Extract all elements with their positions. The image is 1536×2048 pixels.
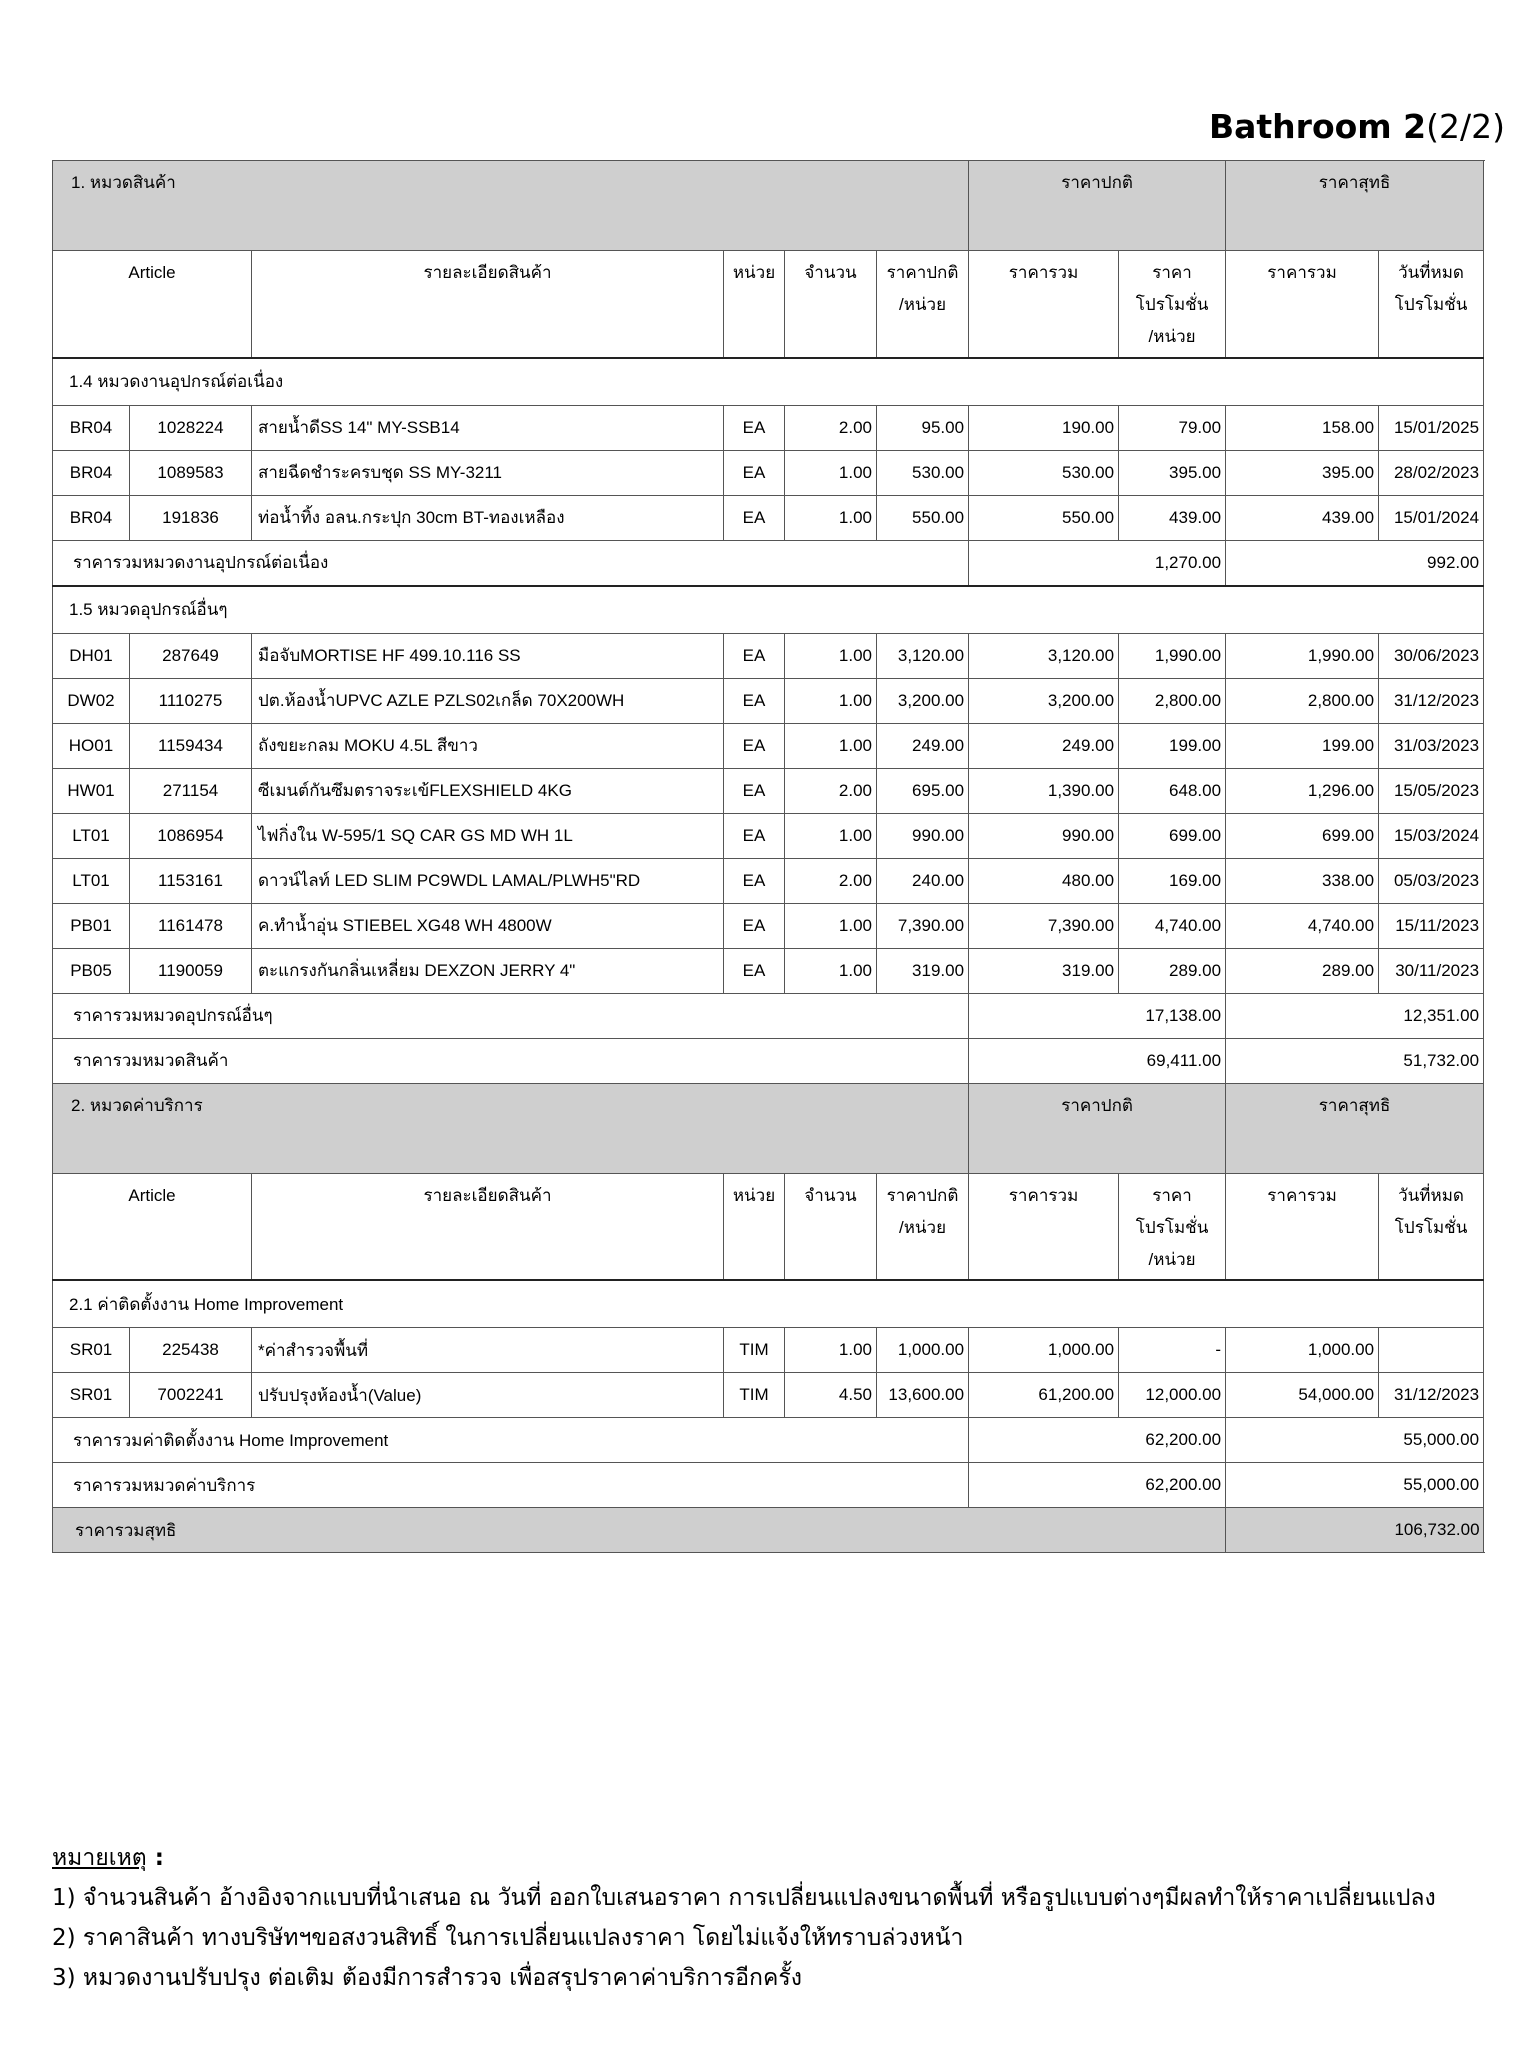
item-unit-price: 13,600.00 bbox=[877, 1373, 969, 1418]
item-description: ซีเมนต์กันซึมตราจระเข้FLEXSHIELD 4KG bbox=[252, 768, 724, 813]
item-total: 61,200.00 bbox=[969, 1373, 1119, 1418]
table-row bbox=[53, 633, 1484, 678]
header-promo-price: ราคา โปรโมชั่น /หน่วย bbox=[1119, 251, 1226, 358]
item-code: SR01 bbox=[53, 1373, 130, 1418]
item-qty: 1.00 bbox=[785, 813, 877, 858]
header-article: Article bbox=[53, 251, 252, 358]
item-code: PB05 bbox=[53, 948, 130, 993]
item-promo-total: 439.00 bbox=[1226, 495, 1379, 540]
item-unit-price: 95.00 bbox=[877, 405, 969, 450]
item-description: ถังขยะกลม MOKU 4.5L สีขาว bbox=[252, 723, 724, 768]
item-expiry: 05/03/2023 bbox=[1379, 858, 1484, 903]
item-expiry: 31/12/2023 bbox=[1379, 1373, 1484, 1418]
item-code: HW01 bbox=[53, 768, 130, 813]
category-total-row: ราคารวมหมวดค่าบริการ 62,200.00 55,000.00 bbox=[53, 1463, 1484, 1508]
item-promo-price: 648.00 bbox=[1119, 768, 1226, 813]
item-expiry bbox=[1379, 1328, 1484, 1373]
item-article: 1086954 bbox=[130, 813, 252, 858]
item-unit: EA bbox=[724, 633, 785, 678]
item-article: 225438 bbox=[130, 1328, 252, 1373]
table-row bbox=[53, 495, 1484, 540]
item-promo-price: 169.00 bbox=[1119, 858, 1226, 903]
item-expiry: 31/12/2023 bbox=[1379, 678, 1484, 723]
item-total: 319.00 bbox=[969, 948, 1119, 993]
item-article: 1190059 bbox=[130, 948, 252, 993]
note-line: 3) หมวดงานปรับปรุง ต่อเติม ต้องมีการสำรวจ เพื่อสรุปราคาค่าบริการอีกครั้ง bbox=[52, 1965, 802, 1991]
item-qty: 1.00 bbox=[785, 450, 877, 495]
item-code: HO01 bbox=[53, 723, 130, 768]
item-unit: EA bbox=[724, 858, 785, 903]
item-expiry: 28/02/2023 bbox=[1379, 450, 1484, 495]
item-article: 1159434 bbox=[130, 723, 252, 768]
item-unit-price: 695.00 bbox=[877, 768, 969, 813]
item-article: 191836 bbox=[130, 495, 252, 540]
item-description: ปรับปรุงห้องน้ำ(Value) bbox=[252, 1373, 724, 1418]
item-unit-price: 3,120.00 bbox=[877, 633, 969, 678]
item-total: 3,120.00 bbox=[969, 633, 1119, 678]
item-expiry: 15/01/2025 bbox=[1379, 405, 1484, 450]
category-title: 1. หมวดสินค้า bbox=[53, 161, 969, 251]
item-unit-price: 530.00 bbox=[877, 450, 969, 495]
section-header-row bbox=[53, 358, 1484, 406]
item-code: DW02 bbox=[53, 678, 130, 723]
table-row bbox=[53, 405, 1484, 450]
item-promo-total: 1,000.00 bbox=[1226, 1328, 1379, 1373]
item-article: 1153161 bbox=[130, 858, 252, 903]
quotation-table bbox=[52, 160, 1484, 1553]
table-row bbox=[53, 723, 1484, 768]
note-line: 1) จำนวนสินค้า อ้างอิงจากแบบที่นำเสนอ ณ วันที่ ออกใบเสนอราคา การเปลี่ยนแปลงขนาดพื้นที่ หรือรูปแบบต่างๆมีผลทำให้ราคาเปลี่ยนแปลง bbox=[52, 1885, 1436, 1911]
item-expiry: 15/11/2023 bbox=[1379, 903, 1484, 948]
item-total: 249.00 bbox=[969, 723, 1119, 768]
table-row bbox=[53, 948, 1484, 993]
section-subtotal-row: ราคารวมหมวดอุปกรณ์อื่นๆ 17,138.00 12,351.00 bbox=[53, 993, 1484, 1038]
item-qty: 1.00 bbox=[785, 723, 877, 768]
item-article: 1089583 bbox=[130, 450, 252, 495]
item-article: 1161478 bbox=[130, 903, 252, 948]
item-expiry: 30/11/2023 bbox=[1379, 948, 1484, 993]
section-title: 1.5 หมวดอุปกรณ์อื่นๆ bbox=[53, 586, 1484, 634]
item-code: SR01 bbox=[53, 1328, 130, 1373]
item-code: BR04 bbox=[53, 495, 130, 540]
item-expiry: 15/01/2024 bbox=[1379, 495, 1484, 540]
item-promo-total: 1,296.00 bbox=[1226, 768, 1379, 813]
item-unit: EA bbox=[724, 495, 785, 540]
section-header-row bbox=[53, 1280, 1484, 1328]
item-code: BR04 bbox=[53, 450, 130, 495]
item-unit: TIM bbox=[724, 1373, 785, 1418]
item-code: DH01 bbox=[53, 633, 130, 678]
table-row bbox=[53, 903, 1484, 948]
item-qty: 1.00 bbox=[785, 903, 877, 948]
item-expiry: 31/03/2023 bbox=[1379, 723, 1484, 768]
item-promo-price: 699.00 bbox=[1119, 813, 1226, 858]
item-qty: 2.00 bbox=[785, 405, 877, 450]
item-description: ดาวน์ไลท์ LED SLIM PC9WDL LAMAL/PLWH5"RD bbox=[252, 858, 724, 903]
item-description: ปต.ห้องน้ำUPVC AZLE PZLS02เกล็ด 70X200WH bbox=[252, 678, 724, 723]
item-unit-price: 3,200.00 bbox=[877, 678, 969, 723]
table-row bbox=[53, 678, 1484, 723]
item-qty: 1.00 bbox=[785, 633, 877, 678]
column-header-row bbox=[53, 251, 1484, 358]
category-band: 2. หมวดค่าบริการ ราคาปกติ ราคาสุทธิ bbox=[53, 1083, 1484, 1173]
note-line: 2) ราคาสินค้า ทางบริษัทฯขอสงวนสิทธิ์ ในการเปลี่ยนแปลงราคา โดยไม่แจ้งให้ทราบล่วงหน้า bbox=[52, 1925, 964, 1951]
item-total: 7,390.00 bbox=[969, 903, 1119, 948]
item-promo-total: 1,990.00 bbox=[1226, 633, 1379, 678]
item-description: มือจับMORTISE HF 499.10.116 SS bbox=[252, 633, 724, 678]
item-promo-price: - bbox=[1119, 1328, 1226, 1373]
item-qty: 2.00 bbox=[785, 858, 877, 903]
item-total: 1,000.00 bbox=[969, 1328, 1119, 1373]
item-unit: EA bbox=[724, 813, 785, 858]
item-article: 1110275 bbox=[130, 678, 252, 723]
item-promo-total: 4,740.00 bbox=[1226, 903, 1379, 948]
item-promo-total: 158.00 bbox=[1226, 405, 1379, 450]
item-promo-price: 395.00 bbox=[1119, 450, 1226, 495]
item-expiry: 30/06/2023 bbox=[1379, 633, 1484, 678]
item-promo-price: 1,990.00 bbox=[1119, 633, 1226, 678]
item-promo-total: 289.00 bbox=[1226, 948, 1379, 993]
item-promo-price: 79.00 bbox=[1119, 405, 1226, 450]
item-promo-total: 699.00 bbox=[1226, 813, 1379, 858]
item-total: 1,390.00 bbox=[969, 768, 1119, 813]
column-header-row: Article รายละเอียดสินค้า หน่วย จำนวน ราคาปกติ /หน่วย ราคารวม ราคา โปรโมชั่น /หน่วย ราคารวม วันที่หมด โปรโมชั่น bbox=[53, 1173, 1484, 1280]
item-promo-price: 4,740.00 bbox=[1119, 903, 1226, 948]
item-description: *ค่าสำรวจพื้นที่ bbox=[252, 1328, 724, 1373]
item-total: 480.00 bbox=[969, 858, 1119, 903]
item-description: ตะแกรงกันกลิ่นเหลี่ยม DEXZON JERRY 4" bbox=[252, 948, 724, 993]
item-article: 287649 bbox=[130, 633, 252, 678]
item-article: 1028224 bbox=[130, 405, 252, 450]
header-promo-total: ราคารวม bbox=[1226, 251, 1379, 358]
item-unit-price: 550.00 bbox=[877, 495, 969, 540]
item-unit: EA bbox=[724, 450, 785, 495]
section-title: 1.4 หมวดงานอุปกรณ์ต่อเนื่อง bbox=[53, 358, 1484, 406]
item-promo-price: 289.00 bbox=[1119, 948, 1226, 993]
grand-total-label: ราคารวมสุทธิ bbox=[53, 1508, 1226, 1553]
item-total: 550.00 bbox=[969, 495, 1119, 540]
item-total: 3,200.00 bbox=[969, 678, 1119, 723]
header-unit: หน่วย bbox=[724, 251, 785, 358]
item-promo-total: 338.00 bbox=[1226, 858, 1379, 903]
item-promo-price: 2,800.00 bbox=[1119, 678, 1226, 723]
notes: หมายเหตุ : 1) จำนวนสินค้า อ้างอิงจากแบบที่นำเสนอ ณ วันที่ ออกใบเสนอราคา การเปลี่ยนแปลงขนาดพื้นที่ หรือรูปแบบต่างๆมีผลทำให้ราคาเปลี่ยนแปลง 2) ราคาสินค้า ทางบริษัทฯขอสงวนสิทธิ์ ในการเปลี่ยนแปลงราคา โดยไม่แจ้งให้ทราบล่วงหน้า 3) หมวดงานปรับปรุง ต่อเติม ต้องมีการสำรวจ เพื่อสรุปราคาค่าบริการอีกครั้ง bbox=[52, 1838, 1436, 1998]
category-total-row: ราคารวมหมวดสินค้า 69,411.00 51,732.00 bbox=[53, 1038, 1484, 1083]
item-unit: EA bbox=[724, 678, 785, 723]
item-description: สายฉีดชำระครบชุด SS MY-3211 bbox=[252, 450, 724, 495]
table-row bbox=[53, 1373, 1484, 1418]
item-unit: EA bbox=[724, 948, 785, 993]
header-total: ราคารวม bbox=[969, 251, 1119, 358]
item-promo-total: 395.00 bbox=[1226, 450, 1379, 495]
section-subtotal-row: ราคารวมค่าติดตั้งงาน Home Improvement 62,200.00 55,000.00 bbox=[53, 1418, 1484, 1463]
item-promo-total: 199.00 bbox=[1226, 723, 1379, 768]
item-promo-price: 12,000.00 bbox=[1119, 1373, 1226, 1418]
item-qty: 1.00 bbox=[785, 495, 877, 540]
item-qty: 1.00 bbox=[785, 948, 877, 993]
page-title: Bathroom 2(2/2) bbox=[1208, 107, 1505, 146]
table-row bbox=[53, 450, 1484, 495]
item-description: ท่อน้ำทิ้ง อลน.กระปุก 30cm BT-ทองเหลือง bbox=[252, 495, 724, 540]
section-header-row bbox=[53, 586, 1484, 634]
notes-heading: หมายเหตุ bbox=[52, 1845, 147, 1871]
item-qty: 2.00 bbox=[785, 768, 877, 813]
item-description: ค.ทำน้ำอุ่น STIEBEL XG48 WH 4800W bbox=[252, 903, 724, 948]
header-price-normal: ราคาปกติ bbox=[969, 161, 1226, 251]
item-code: PB01 bbox=[53, 903, 130, 948]
item-unit-price: 990.00 bbox=[877, 813, 969, 858]
item-qty: 1.00 bbox=[785, 678, 877, 723]
header-qty: จำนวน bbox=[785, 251, 877, 358]
item-description: สายน้ำดีSS 14" MY-SSB14 bbox=[252, 405, 724, 450]
item-promo-total: 2,800.00 bbox=[1226, 678, 1379, 723]
item-total: 530.00 bbox=[969, 450, 1119, 495]
item-promo-total: 54,000.00 bbox=[1226, 1373, 1379, 1418]
item-unit-price: 319.00 bbox=[877, 948, 969, 993]
item-unit-price: 249.00 bbox=[877, 723, 969, 768]
item-expiry: 15/05/2023 bbox=[1379, 768, 1484, 813]
table-row bbox=[53, 1328, 1484, 1373]
item-code: BR04 bbox=[53, 405, 130, 450]
item-promo-price: 439.00 bbox=[1119, 495, 1226, 540]
item-promo-price: 199.00 bbox=[1119, 723, 1226, 768]
grand-total-row bbox=[53, 1508, 1484, 1553]
section-subtotal-row: ราคารวมหมวดงานอุปกรณ์ต่อเนื่อง 1,270.00 992.00 bbox=[53, 540, 1484, 586]
header-expiry: วันที่หมด โปรโมชั่น bbox=[1379, 251, 1484, 358]
item-expiry: 15/03/2024 bbox=[1379, 813, 1484, 858]
item-unit: EA bbox=[724, 903, 785, 948]
item-description: ไฟกิ่งใน W-595/1 SQ CAR GS MD WH 1L bbox=[252, 813, 724, 858]
item-unit-price: 240.00 bbox=[877, 858, 969, 903]
item-article: 7002241 bbox=[130, 1373, 252, 1418]
table-row bbox=[53, 813, 1484, 858]
category-band bbox=[53, 161, 1484, 251]
item-unit-price: 7,390.00 bbox=[877, 903, 969, 948]
grand-total-value: 106,732.00 bbox=[1226, 1508, 1484, 1553]
item-qty: 4.50 bbox=[785, 1373, 877, 1418]
table-row bbox=[53, 768, 1484, 813]
category-title: 2. หมวดค่าบริการ bbox=[53, 1083, 969, 1173]
item-total: 990.00 bbox=[969, 813, 1119, 858]
table-row bbox=[53, 858, 1484, 903]
item-qty: 1.00 bbox=[785, 1328, 877, 1373]
item-unit: TIM bbox=[724, 1328, 785, 1373]
header-description: รายละเอียดสินค้า bbox=[252, 251, 724, 358]
section-title: 2.1 ค่าติดตั้งงาน Home Improvement bbox=[53, 1280, 1484, 1328]
header-unit-price: ราคาปกติ /หน่วย bbox=[877, 251, 969, 358]
item-code: LT01 bbox=[53, 813, 130, 858]
item-unit-price: 1,000.00 bbox=[877, 1328, 969, 1373]
item-code: LT01 bbox=[53, 858, 130, 903]
item-unit: EA bbox=[724, 768, 785, 813]
item-unit: EA bbox=[724, 723, 785, 768]
header-price-net: ราคาสุทธิ bbox=[1226, 161, 1484, 251]
item-total: 190.00 bbox=[969, 405, 1119, 450]
item-unit: EA bbox=[724, 405, 785, 450]
item-article: 271154 bbox=[130, 768, 252, 813]
